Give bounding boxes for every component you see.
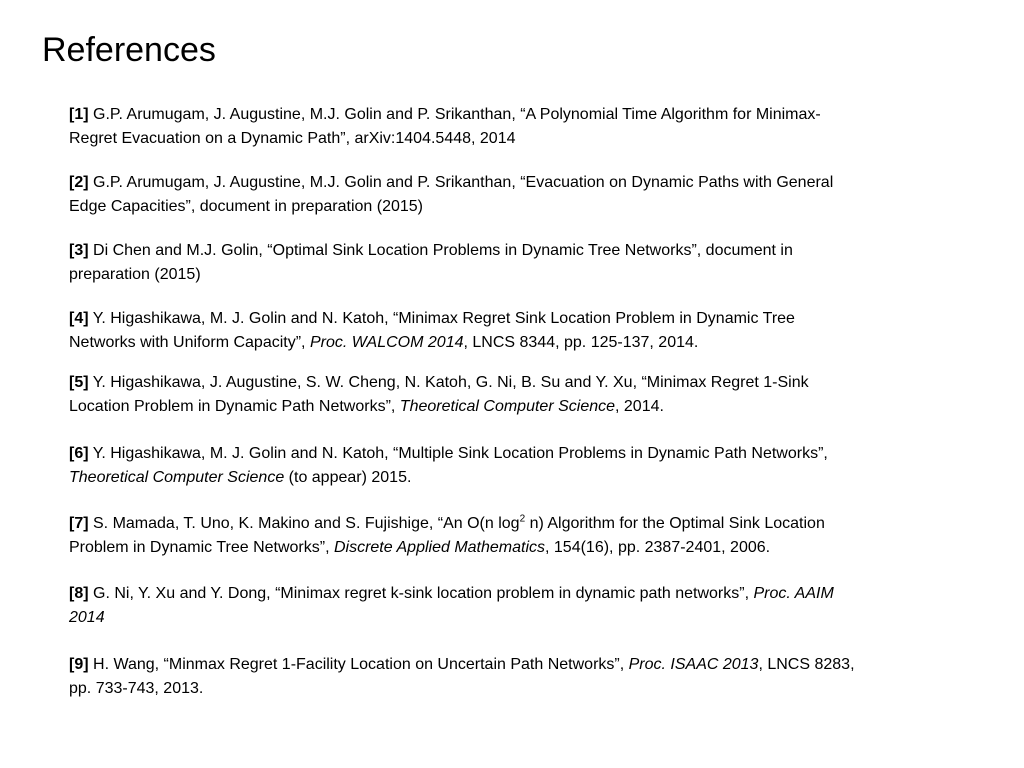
reference-item	[69, 371, 969, 419]
reference-number: [9]	[69, 656, 89, 673]
reference-number: [4]	[69, 310, 89, 327]
reference-item	[69, 582, 969, 630]
reference-number: [3]	[69, 242, 89, 259]
reference-venue: Theoretical Computer Science	[399, 398, 616, 415]
reference-venue: Discrete Applied Mathematics	[333, 539, 546, 556]
reference-number: [2]	[69, 174, 89, 191]
reference-text: n) Algorithm for the Optimal Sink Location	[525, 515, 825, 532]
reference-number: [1]	[69, 106, 89, 123]
reference-text: Di Chen and M.J. Golin, “Optimal Sink Location Problems in Dynamic Tree Networks”, document in	[88, 242, 793, 259]
reference-number: [8]	[69, 585, 89, 602]
reference-text: Problem in Dynamic Tree Networks”,	[69, 539, 334, 556]
reference-venue: Proc. WALCOM 2014	[309, 334, 464, 351]
reference-text: G.P. Arumugam, J. Augustine, M.J. Golin and P. Srikanthan, “A Polynomial Time Algorithm for Minimax-	[88, 106, 821, 123]
reference-text: G.P. Arumugam, J. Augustine, M.J. Golin and P. Srikanthan, “Evacuation on Dynamic Paths with General	[88, 174, 834, 191]
reference-text: , 2014.	[615, 398, 664, 415]
reference-text: G. Ni, Y. Xu and Y. Dong, “Minimax regret k-sink location problem in dynamic path networks”,	[88, 585, 754, 602]
reference-number: [5]	[69, 374, 89, 391]
reference-item	[69, 171, 969, 219]
reference-superscript: 2	[519, 513, 526, 525]
reference-number: [6]	[69, 445, 89, 462]
reference-text: Location Problem in Dynamic Path Networks”,	[69, 398, 400, 415]
reference-venue: Theoretical Computer Science	[69, 469, 285, 486]
reference-item	[69, 653, 969, 701]
reference-text: Networks with Uniform Capacity”,	[69, 334, 310, 351]
reference-text: Edge Capacities”, document in preparation (2015)	[69, 198, 423, 215]
reference-text: , LNCS 8283,	[758, 656, 855, 673]
reference-item	[69, 442, 969, 490]
reference-item	[69, 103, 969, 151]
reference-text: Y. Higashikawa, M. J. Golin and N. Katoh, “Multiple Sink Location Problems in Dynamic Path Networks”,	[88, 445, 828, 462]
reference-venue: Proc. AAIM	[753, 585, 834, 602]
reference-venue: 2014	[69, 609, 105, 626]
reference-text: , LNCS 8344, pp. 125-137, 2014.	[463, 334, 699, 351]
reference-number: [7]	[69, 515, 89, 532]
reference-venue: Proc. ISAAC 2013	[628, 656, 759, 673]
slide-title: References	[42, 31, 216, 69]
reference-text: Y. Higashikawa, M. J. Golin and N. Katoh, “Minimax Regret Sink Location Problem in Dynamic Tree	[88, 310, 795, 327]
reference-text: (to appear) 2015.	[284, 469, 412, 486]
reference-text: Y. Higashikawa, J. Augustine, S. W. Cheng, N. Katoh, G. Ni, B. Su and Y. Xu, “Minimax Regret 1-Sink	[88, 374, 809, 391]
reference-item	[69, 307, 969, 355]
reference-text: S. Mamada, T. Uno, K. Makino and S. Fujishige, “An O(n log	[88, 515, 520, 532]
reference-item	[69, 239, 969, 287]
reference-item	[69, 512, 969, 560]
reference-text: , 154(16), pp. 2387-2401, 2006.	[545, 539, 771, 556]
reference-text: pp. 733-743, 2013.	[69, 680, 204, 697]
reference-text: H. Wang, “Minmax Regret 1-Facility Location on Uncertain Path Networks”,	[88, 656, 629, 673]
reference-text: Regret Evacuation on a Dynamic Path”, arXiv:1404.5448, 2014	[69, 130, 516, 147]
reference-text: preparation (2015)	[69, 266, 201, 283]
